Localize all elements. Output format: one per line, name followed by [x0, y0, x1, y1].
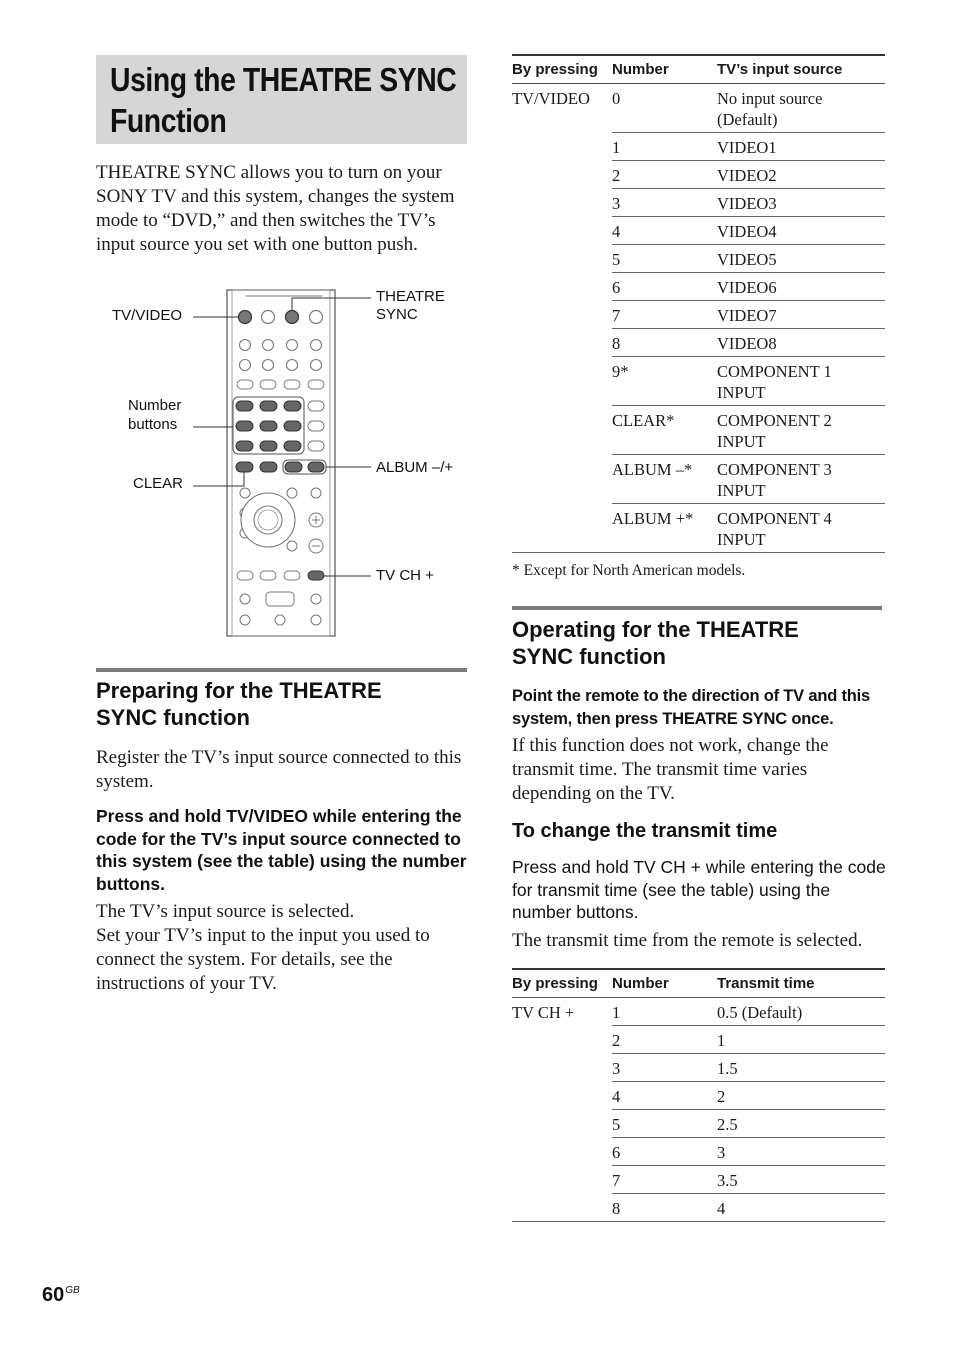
cell-text-line: VIDEO8 [717, 334, 777, 353]
cell-by-pressing [512, 245, 612, 273]
remote-illustration [96, 280, 476, 645]
label-clear: CLEAR [133, 475, 184, 492]
table-row [512, 217, 885, 245]
cell-input-source [717, 217, 885, 245]
cell-text-line: VIDEO6 [717, 278, 777, 297]
cell-number: CLEAR* [612, 406, 717, 455]
theatre-sync-button [286, 311, 299, 324]
page-title [110, 59, 463, 141]
cell-number: 8 [612, 329, 717, 357]
section-rule-operating [512, 606, 882, 610]
cell-by-pressing: TV CH + [512, 1003, 575, 1022]
cell-number: 5 [612, 245, 717, 273]
col-by-pressing: By pressing [512, 55, 612, 84]
preparing-instruction: Press and hold TV/VIDEO while entering the code for the TV’s input source connected to this system (see the table) using the number buttons. [96, 806, 467, 894]
cell-number: 7 [612, 1166, 717, 1194]
cell-by-pressing [512, 504, 612, 553]
album-minus-button [285, 462, 302, 472]
cell-text-line: VIDEO2 [717, 166, 777, 185]
transmit-result: The transmit time from the remote is selected. [512, 930, 863, 951]
cell-by-pressing [512, 1110, 612, 1138]
cell-by-pressing [512, 357, 612, 406]
cell-number: ALBUM +* [612, 504, 717, 553]
cell-by-pressing [512, 273, 612, 301]
cell-input-source [717, 455, 885, 504]
table-row [512, 245, 885, 273]
table-row [512, 357, 885, 406]
cell-text-line: COMPONENT 1 [717, 362, 832, 381]
cell-text-line: COMPONENT 2 [717, 411, 832, 430]
cell-input-source [717, 357, 885, 406]
cell-by-pressing [512, 406, 612, 455]
remote-control-diagram [96, 280, 476, 645]
cell-text-line: VIDEO1 [717, 138, 777, 157]
cell-number: 0 [612, 84, 717, 133]
cell-input-source [717, 161, 885, 189]
table-row [512, 1082, 885, 1110]
cell-input-source [717, 273, 885, 301]
cell-text-line: COMPONENT 4 [717, 509, 832, 528]
operating-body: If this function does not work, change the transmit time. The transmit time varies depending on the TV. [512, 735, 829, 804]
cell-text-line: INPUT [717, 383, 766, 402]
cell-transmit-time: 0.5 (Default) [717, 998, 885, 1026]
tv-ch-plus-button [308, 571, 324, 580]
cell-number: 6 [612, 1138, 717, 1166]
cell-by-pressing [512, 189, 612, 217]
tv-video-button [239, 311, 252, 324]
cell-input-source [717, 406, 885, 455]
cell-by-pressing [512, 1054, 612, 1082]
cell-text-line: VIDEO5 [717, 250, 777, 269]
page-title-line-2: Function [110, 102, 227, 139]
section-rule-preparing [96, 668, 467, 672]
cell-by-pressing [512, 217, 612, 245]
label-tv-ch: TV CH + [376, 567, 434, 584]
page-suffix: GB [65, 1285, 80, 1297]
input-table-body [512, 84, 885, 553]
transmit-heading: To change the transmit time [512, 820, 778, 842]
table-row [512, 1138, 885, 1166]
cell-by-pressing [512, 329, 612, 357]
col-transmit-time: Transmit time [717, 969, 885, 998]
table-row [512, 301, 885, 329]
transmit-instruction: Press and hold TV CH + while entering the code for transmit time (see the table) using the number buttons. [512, 857, 886, 922]
cell-by-pressing [512, 1138, 612, 1166]
cell-number: 9* [612, 357, 717, 406]
label-theatre-sync-2: SYNC [376, 306, 418, 323]
label-album: ALBUM –/+ [376, 459, 454, 476]
cell-text-line: VIDEO3 [717, 194, 777, 213]
table-row [512, 406, 885, 455]
table-row [512, 504, 885, 553]
cell-transmit-time: 1 [717, 1026, 885, 1054]
preparing-result [96, 900, 468, 996]
label-tv-video: TV/VIDEO [112, 307, 183, 324]
cell-number: 3 [612, 1054, 717, 1082]
table-row [512, 998, 885, 1026]
table-row [512, 161, 885, 189]
label-number-1: Number [128, 397, 182, 414]
table-row [512, 189, 885, 217]
table-row [512, 273, 885, 301]
table-header-row [512, 969, 885, 998]
cell-input-source [717, 301, 885, 329]
cell-by-pressing: TV/VIDEO [512, 89, 590, 108]
col-number: Number [612, 55, 717, 84]
page-title-box [96, 55, 467, 144]
preparing-intro: Register the TV’s input source connected to this system. [96, 747, 462, 792]
cell-text-line: (Default) [717, 110, 778, 129]
table-row [512, 1194, 885, 1222]
clear-button [236, 462, 253, 472]
cell-text-line: No input source [717, 89, 823, 108]
cell-by-pressing [512, 301, 612, 329]
page-number: $60^{GB}$ [42, 1284, 80, 1306]
cell-number: 8 [612, 1194, 717, 1222]
intro-paragraph: THEATRE SYNC allows you to turn on your SONY TV and this system, changes the system mode to “DVD,” and then switches the TV’s input source you set with one button push. [96, 162, 455, 255]
table-row [512, 1166, 885, 1194]
label-number-2: buttons [128, 416, 178, 433]
table-row [512, 1054, 885, 1082]
table-row [512, 133, 885, 161]
cell-number: 4 [612, 1082, 717, 1110]
cell-number: 1 [612, 133, 717, 161]
cell-number: 5 [612, 1110, 717, 1138]
cell-number: 6 [612, 273, 717, 301]
cell-input-source [717, 133, 885, 161]
album-plus-button [308, 462, 324, 472]
cell-transmit-time: 1.5 [717, 1054, 885, 1082]
input-source-table [512, 54, 885, 553]
cell-text-line: INPUT [717, 530, 766, 549]
cell-by-pressing [512, 1026, 612, 1054]
operating-instruction: Point the remote to the direction of TV and this system, then press THEATRE SYNC once. [512, 687, 870, 728]
cell-number: 1 [612, 998, 717, 1026]
cell-input-source [717, 245, 885, 273]
cell-text-line: COMPONENT 3 [717, 460, 832, 479]
table-header-row [512, 55, 885, 84]
page-title-line-1: Using the THEATRE SYNC [110, 61, 457, 98]
cell-by-pressing [512, 1166, 612, 1194]
cell-number: ALBUM –* [612, 455, 717, 504]
cell-text-line: INPUT [717, 432, 766, 451]
cell-number: 2 [612, 1026, 717, 1054]
cell-text-line: VIDEO4 [717, 222, 777, 241]
cell-number: 2 [612, 161, 717, 189]
cell-transmit-time: 2.5 [717, 1110, 885, 1138]
table-row [512, 455, 885, 504]
col-number: Number [612, 969, 717, 998]
cell-by-pressing [512, 161, 612, 189]
cell-number: 7 [612, 301, 717, 329]
cell-by-pressing [512, 133, 612, 161]
operating-heading: Operating for the THEATRE SYNC function [512, 617, 799, 669]
cell-number: 4 [612, 217, 717, 245]
preparing-result-1: The TV’s input source is selected. [96, 901, 355, 922]
cell-number: 3 [612, 189, 717, 217]
preparing-result-2: Set your TV’s input to the input you used to connect the system. For details, see the instructions of your TV. [96, 925, 430, 994]
cell-by-pressing [512, 455, 612, 504]
cell-transmit-time: 3.5 [717, 1166, 885, 1194]
label-theatre-sync-1: THEATRE [376, 288, 445, 305]
preparing-heading: Preparing for the THEATRE SYNC function [96, 678, 382, 730]
table-footnote: * Except for North American models. [512, 562, 746, 579]
cell-by-pressing [512, 1194, 612, 1222]
cell-text-line: VIDEO7 [717, 306, 777, 325]
cell-text-line: INPUT [717, 481, 766, 500]
transmit-time-table [512, 968, 885, 1222]
cell-transmit-time: 2 [717, 1082, 885, 1110]
table-row [512, 1026, 885, 1054]
table-row [512, 84, 885, 133]
cell-input-source [717, 329, 885, 357]
table-row [512, 1110, 885, 1138]
cell-input-source [717, 84, 885, 133]
table-row [512, 329, 885, 357]
cell-input-source [717, 504, 885, 553]
cell-transmit-time: 4 [717, 1194, 885, 1222]
cell-input-source [717, 189, 885, 217]
cell-by-pressing [512, 1082, 612, 1110]
transmit-table-body [512, 998, 885, 1222]
col-by-pressing: By pressing [512, 969, 612, 998]
cell-transmit-time: 3 [717, 1138, 885, 1166]
col-input-source: TV’s input source [717, 55, 885, 84]
